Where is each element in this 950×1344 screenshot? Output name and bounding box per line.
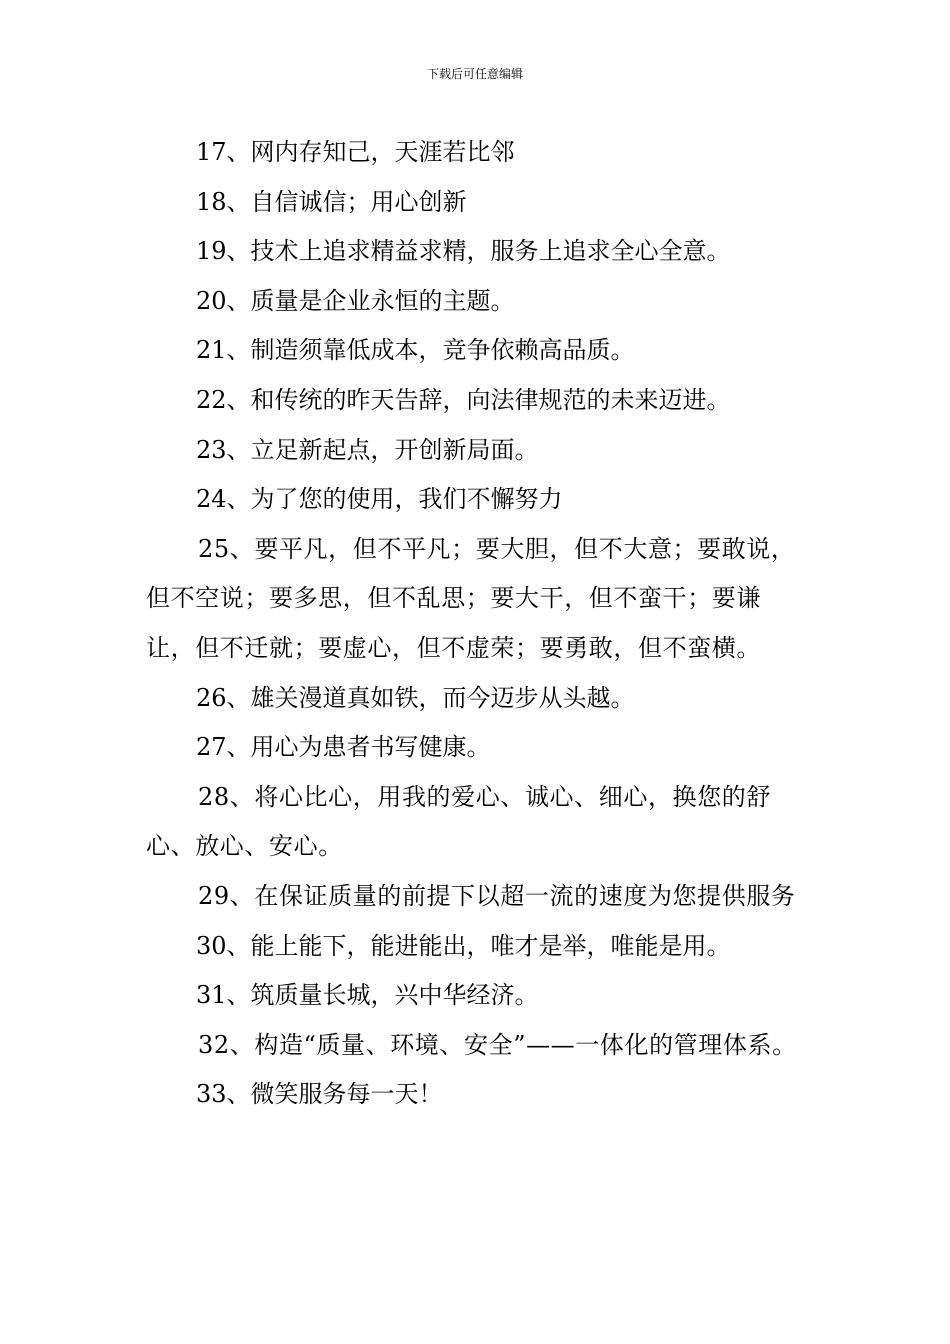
list-item: 18、自信诚信；用心创新 [196,187,467,216]
list-item: 29、在保证质量的前提下以超一流的速度为您提供服务 [198,881,796,910]
list-item: 32、构造“质量、环境、安全”——一体化的管理体系。 [198,1030,797,1059]
list-item: 17、网内存知己，天涯若比邻 [196,138,515,166]
list-item: 27、用心为患者书写健康。 [196,733,491,762]
list-item: 28、将心比心，用我的爱心、诚心、细心，换您的舒心、放心、安心。 [146,782,771,861]
page-header: 下载后可任意编辑 [426,67,523,81]
list-item: 26、雄关漫道真如铁，而今迈步从头越。 [196,683,635,712]
list-item: 24、为了您的使用，我们不懈努力 [196,485,563,514]
list-item: 33、微笑服务每一天！ [196,1080,443,1109]
list-item: 19、技术上追求精益求精，服务上追求全心全意。 [196,237,731,266]
list-item: 20、质量是企业永恒的主题。 [196,286,515,315]
list-item: 22、和传统的昨天告辞，向法律规范的未来迈进。 [196,385,731,414]
slogan-list [146,128,810,1120]
list-item: 30、能上能下，能进能出，唯才是举，唯能是用。 [196,931,731,960]
list-item: 23、立足新起点，开创新局面。 [196,435,539,464]
list-item: 21、制造须靠低成本，竞争依赖高品质。 [196,336,635,365]
list-item: 25、要平凡，但不平凡；要大胆，但不大意；要敢说，但不空说；要多思，但不乱思；要大干，但不蛮干；要谦让，但不迁就；要虚心，但不虚荣；要勇敢，但不蛮横。 [146,534,796,662]
list-item: 31、筑质量长城，兴中华经济。 [196,981,539,1010]
